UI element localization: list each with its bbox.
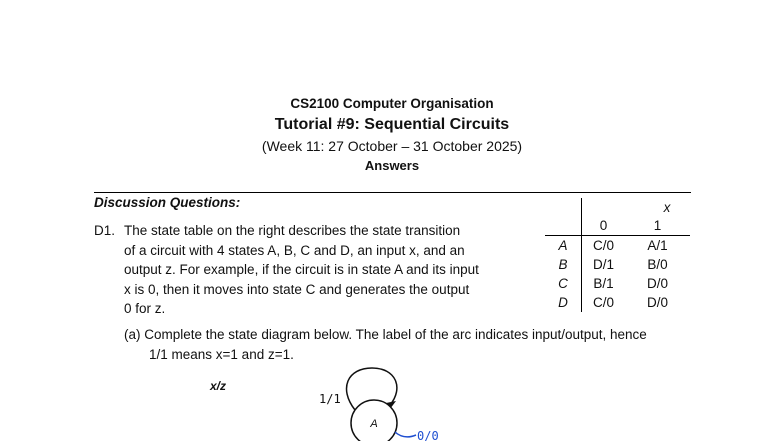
next-state-cell: D/0 <box>646 276 668 291</box>
question-line: of a circuit with 4 states A, B, C and D, an input x, and an <box>124 242 465 258</box>
week-range: (Week 11: 27 October – 31 October 2025) <box>261 138 523 154</box>
state-table <box>545 198 690 312</box>
part-a-line: (a) Complete the state diagram below. The label of the arc indicates input/output, hence <box>124 327 647 342</box>
question-line: output z. For example, if the circuit is in state A and its input <box>124 262 479 277</box>
next-state-cell: B/1 <box>593 276 614 291</box>
state-table-col-header: 0 <box>582 216 626 236</box>
state-table-corner <box>545 198 582 216</box>
next-state-cell: D/0 <box>646 295 668 310</box>
state-label: A <box>545 236 582 256</box>
state-table-corner-2 <box>545 216 582 236</box>
transition-arc <box>395 432 416 437</box>
question-line: x is 0, then it moves into state C and generates the output <box>124 281 470 297</box>
state-diagram <box>300 360 480 441</box>
state-a-label: A <box>370 418 378 430</box>
state-table-row <box>545 293 690 312</box>
transition-arc-label: 0/0 <box>417 429 439 441</box>
state-table-row <box>545 236 690 256</box>
next-state-cell: C/0 <box>592 238 614 253</box>
tutorial-title: Tutorial #9: Sequential Circuits <box>274 116 510 133</box>
next-state-cell: C/0 <box>592 295 614 310</box>
state-table-col-header: 1 <box>625 216 690 236</box>
state-label: C <box>545 274 582 293</box>
question-text <box>124 221 516 319</box>
next-state-cell: A/1 <box>647 238 668 253</box>
part-a-text <box>124 325 704 364</box>
state-label: D <box>545 293 582 312</box>
state-table-row <box>545 255 690 274</box>
next-state-cell: D/1 <box>592 257 614 272</box>
question-line: The state table on the right describes the state transition <box>124 223 461 238</box>
next-state-cell: B/0 <box>647 257 668 272</box>
diagram-legend: x/z <box>210 379 227 393</box>
part-a-line: 1/1 means x=1 and z=1. <box>149 346 294 362</box>
state-table-input-var: x <box>663 199 671 215</box>
question-line: 0 for z. <box>124 301 166 316</box>
answers-label: Answers <box>364 158 420 173</box>
state-label: B <box>545 255 582 274</box>
course-title: CS2100 Computer Organisation <box>290 96 494 111</box>
section-heading: Discussion Questions: <box>94 192 691 210</box>
self-loop-label: 1/1 <box>319 392 341 406</box>
question-number: D1. <box>94 223 116 238</box>
state-table-row <box>545 274 690 293</box>
